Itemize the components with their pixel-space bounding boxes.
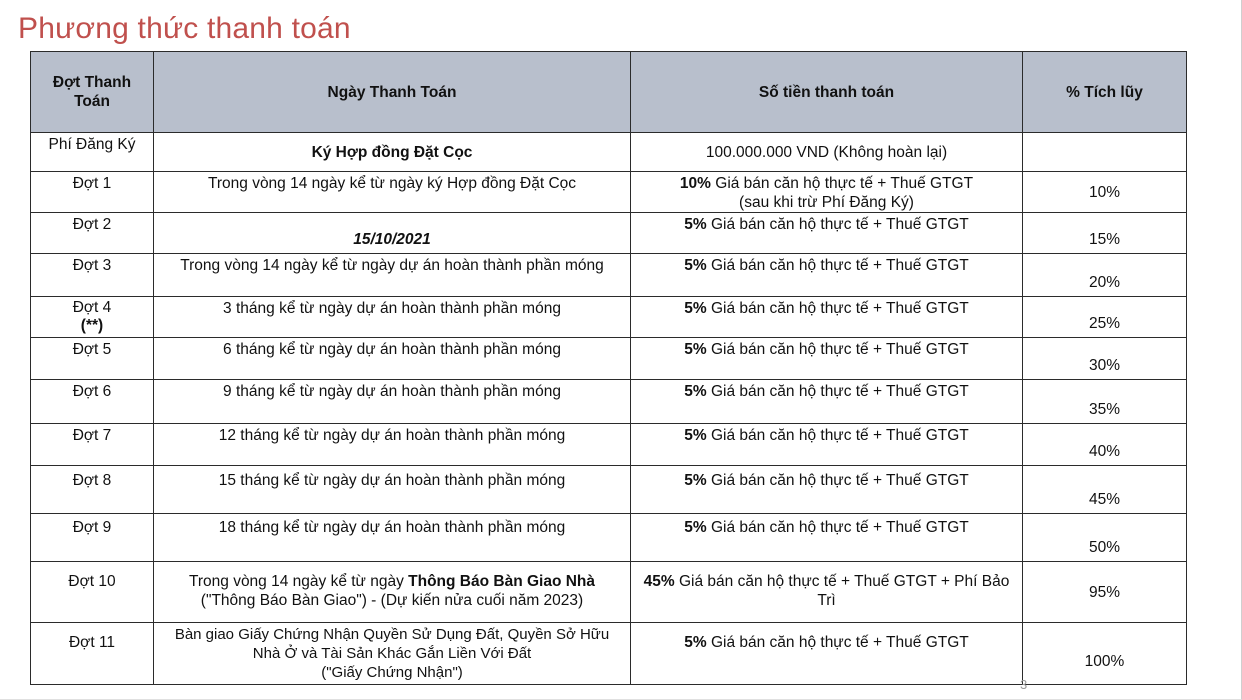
table-row: [31, 133, 1187, 172]
date-cell: 6 tháng kể từ ngày dự án hoàn thành phần móng: [154, 338, 631, 380]
cumulative-cell: 20%: [1023, 254, 1187, 297]
amount-cell: 5% Giá bán căn hộ thực tế + Thuế GTGT: [631, 424, 1023, 466]
installment-cell: Đợt 11: [31, 623, 154, 685]
amount-cell: 45% Giá bán căn hộ thực tế + Thuế GTGT + Phí Bảo Trì: [631, 562, 1023, 623]
date-cell: 9 tháng kể từ ngày dự án hoàn thành phần móng: [154, 380, 631, 424]
date-cell: 3 tháng kể từ ngày dự án hoàn thành phần móng: [154, 297, 631, 338]
header-cumulative-percent: % Tích lũy: [1023, 52, 1187, 133]
cumulative-cell: 35%: [1023, 380, 1187, 424]
header-payment-date: Ngày Thanh Toán: [154, 52, 631, 133]
installment-cell: Đợt 2: [31, 213, 154, 254]
date-cell: 15 tháng kể từ ngày dự án hoàn thành phần móng: [154, 466, 631, 514]
installment-note: (**): [80, 317, 104, 334]
installment-cell: Phí Đăng Ký: [31, 133, 154, 172]
cumulative-cell: 100%: [1023, 623, 1187, 685]
table-row: [31, 297, 1187, 338]
date-cell: Bàn giao Giấy Chứng Nhận Quyền Sử Dụng Đất, Quyền Sở Hữu Nhà Ở và Tài Sản Khác Gắn Liền Với Đất ("Giấy Chứng Nhận"): [154, 623, 631, 685]
table-row: [31, 466, 1187, 514]
installment-cell: Đợt 1: [31, 172, 154, 213]
installment-cell: Đợt 10: [31, 562, 154, 623]
table-row: [31, 514, 1187, 562]
date-cell: 15/10/2021: [154, 213, 631, 254]
cumulative-cell: 95%: [1023, 562, 1187, 623]
cumulative-cell: [1023, 133, 1187, 172]
installment-cell: Đợt 4 (**): [31, 297, 154, 338]
table-row: [31, 562, 1187, 623]
table-row: [31, 623, 1187, 685]
table-header-row: [31, 52, 1187, 133]
amount-cell: 5% Giá bán căn hộ thực tế + Thuế GTGT: [631, 380, 1023, 424]
cumulative-cell: 25%: [1023, 297, 1187, 338]
date-cell: Trong vòng 14 ngày kể từ ngày ký Hợp đồng Đặt Cọc: [154, 172, 631, 213]
amount-cell: 5% Giá bán căn hộ thực tế + Thuế GTGT: [631, 338, 1023, 380]
amount-cell: 5% Giá bán căn hộ thực tế + Thuế GTGT: [631, 297, 1023, 338]
amount-cell: 5% Giá bán căn hộ thực tế + Thuế GTGT: [631, 623, 1023, 685]
amount-cell: 100.000.000 VND (Không hoàn lại): [631, 133, 1023, 172]
cumulative-cell: 50%: [1023, 514, 1187, 562]
table-row: [31, 254, 1187, 297]
page-number: 3: [1020, 677, 1028, 692]
date-cell: 18 tháng kể từ ngày dự án hoàn thành phần móng: [154, 514, 631, 562]
payment-schedule-table: [30, 51, 1187, 685]
installment-cell: Đợt 5: [31, 338, 154, 380]
installment-cell: Đợt 8: [31, 466, 154, 514]
amount-cell: 5% Giá bán căn hộ thực tế + Thuế GTGT: [631, 466, 1023, 514]
page-title: Phương thức thanh toán: [18, 12, 351, 45]
cumulative-cell: 10%: [1023, 172, 1187, 213]
date-cell: Trong vòng 14 ngày kể từ ngày dự án hoàn thành phần móng: [154, 254, 631, 297]
table-row: [31, 380, 1187, 424]
amount-cell: 10% Giá bán căn hộ thực tế + Thuế GTGT (sau khi trừ Phí Đăng Ký): [631, 172, 1023, 213]
cumulative-cell: 15%: [1023, 213, 1187, 254]
installment-cell: Đợt 9: [31, 514, 154, 562]
table-row: [31, 338, 1187, 380]
date-cell: Trong vòng 14 ngày kể từ ngày Thông Báo Bàn Giao Nhà ("Thông Báo Bàn Giao") - (Dự kiến nửa cuối năm 2023): [154, 562, 631, 623]
table-row: [31, 172, 1187, 213]
cumulative-cell: 40%: [1023, 424, 1187, 466]
table-row: [31, 213, 1187, 254]
header-installment: Đợt Thanh Toán: [31, 52, 154, 133]
header-payment-amount: Số tiền thanh toán: [631, 52, 1023, 133]
installment-cell: Đợt 7: [31, 424, 154, 466]
table-row: [31, 424, 1187, 466]
amount-cell: 5% Giá bán căn hộ thực tế + Thuế GTGT: [631, 514, 1023, 562]
cumulative-cell: 45%: [1023, 466, 1187, 514]
installment-cell: Đợt 3: [31, 254, 154, 297]
date-cell: Ký Hợp đồng Đặt Cọc: [154, 133, 631, 172]
date-cell: 12 tháng kể từ ngày dự án hoàn thành phần móng: [154, 424, 631, 466]
installment-cell: Đợt 6: [31, 380, 154, 424]
amount-cell: 5% Giá bán căn hộ thực tế + Thuế GTGT: [631, 254, 1023, 297]
cumulative-cell: 30%: [1023, 338, 1187, 380]
amount-cell: 5% Giá bán căn hộ thực tế + Thuế GTGT: [631, 213, 1023, 254]
